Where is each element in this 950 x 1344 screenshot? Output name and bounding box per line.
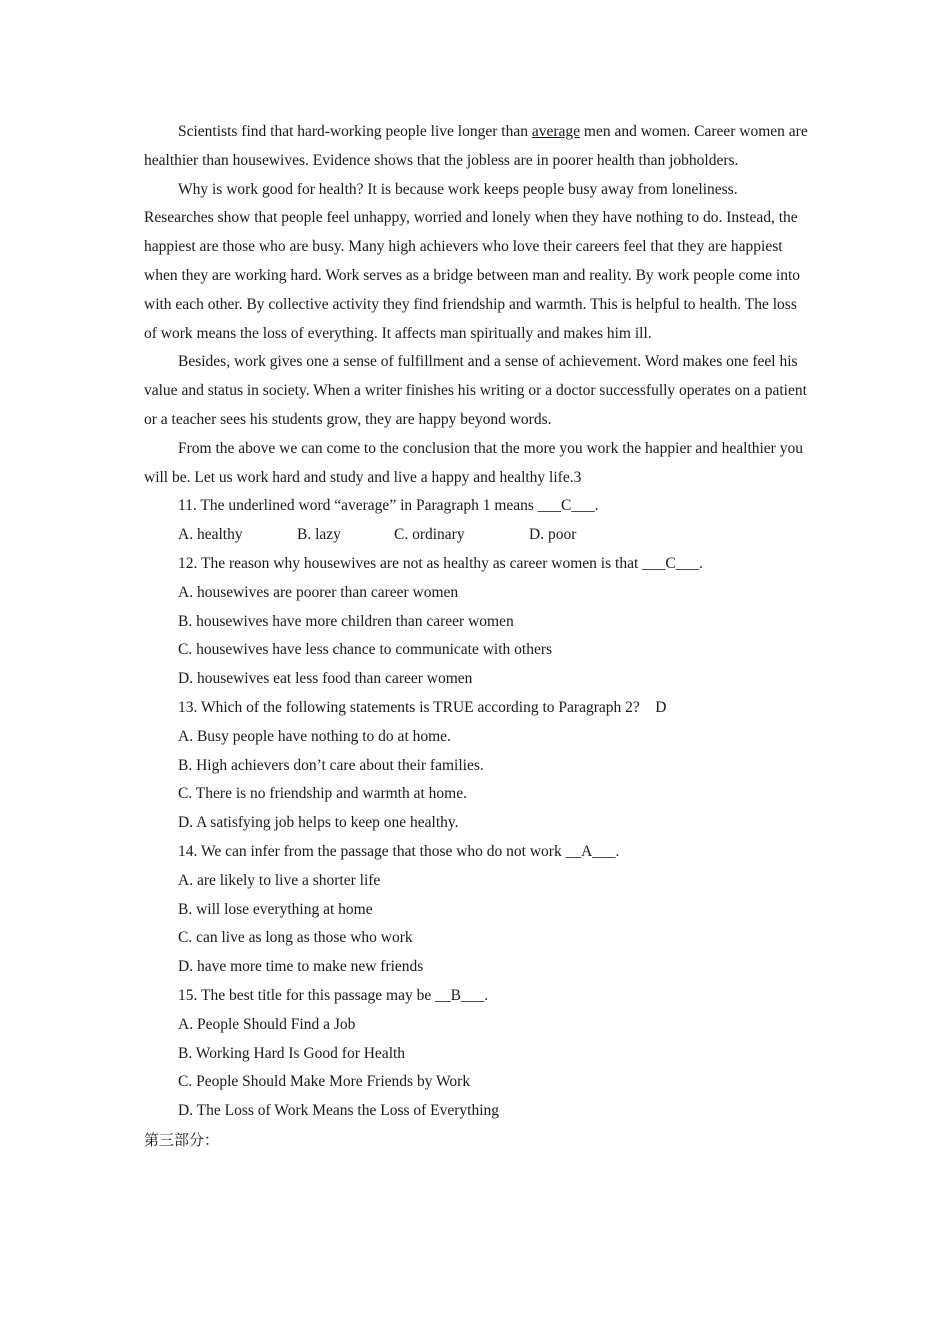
question-12-option-a: A. housewives are poorer than career women bbox=[178, 583, 459, 601]
question-13-option-c: C. There is no friendship and warmth at home. bbox=[178, 785, 467, 803]
question-11-option-a: A. healthy bbox=[178, 526, 243, 544]
question-15-stem: 15. The best title for this passage may be __B___. bbox=[178, 986, 489, 1004]
question-15-option-c: C. People Should Make More Friends by Work bbox=[178, 1073, 471, 1091]
question-13-option-d: D. A satisfying job helps to keep one healthy. bbox=[178, 814, 459, 832]
passage-paragraph-3: Besides, work gives one a sense of fulfillment and a sense of achievement. Word makes one feel his value and status in society. When a writer finishes his writing or a doctor successfully operates on a patient or a teacher sees his students grow, they are happy beyond words. bbox=[144, 353, 807, 428]
question-13-option-a: A. Busy people have nothing to do at home. bbox=[178, 727, 451, 745]
question-14-option-d: D. have more time to make new friends bbox=[178, 958, 424, 976]
question-14-option-b: B. will lose everything at home bbox=[178, 900, 373, 918]
passage-paragraph-1 bbox=[144, 118, 810, 176]
passage-paragraph-2: Why is work good for health? It is because work keeps people busy away from loneliness. Researches show that people feel unhappy, worried and lonely when they have nothing to do. Instead, the happiest are those who are busy. Many high achievers who love their careers feel that they are happiest when they are working hard. Work serves as a bridge between man and reality. By work people come into with each other. By collective activity they find friendship and warmth. This is helpful to health. The loss of work means the loss of everything. It affects man spiritually and makes him ill. bbox=[144, 180, 801, 342]
question-15-option-a: A. People Should Find a Job bbox=[178, 1015, 356, 1033]
question-11-options bbox=[144, 521, 810, 550]
passage-paragraph-4: From the above we can come to the conclusion that the more you work the happier and healthier you will be. Let us work hard and study and live a happy and healthy life.3 bbox=[144, 439, 803, 486]
question-12-stem: 12. The reason why housewives are not as healthy as career women is that ___C___. bbox=[178, 554, 703, 572]
question-12-option-b: B. housewives have more children than career women bbox=[178, 612, 514, 630]
question-14-option-a: A. are likely to live a shorter life bbox=[178, 871, 381, 889]
question-15-option-b: B. Working Hard Is Good for Health bbox=[178, 1044, 406, 1062]
question-12-option-d: D. housewives eat less food than career women bbox=[178, 670, 473, 688]
question-15-option-d: D. The Loss of Work Means the Loss of Everything bbox=[178, 1102, 500, 1120]
underlined-word-average: average bbox=[531, 123, 581, 140]
question-11-stem: 11. The underlined word “average” in Paragraph 1 means ___C___. bbox=[178, 497, 599, 515]
question-13-option-b: B. High achievers don’t care about their families. bbox=[178, 756, 484, 774]
question-14-option-c: C. can live as long as those who work bbox=[178, 929, 413, 947]
question-11-option-d: D. poor bbox=[529, 526, 577, 544]
question-14-stem: 14. We can infer from the passage that those who do not work __A___. bbox=[178, 842, 620, 860]
question-13-stem: 13. Which of the following statements is TRUE according to Paragraph 2? D bbox=[178, 698, 667, 716]
question-11-option-c: C. ordinary bbox=[394, 526, 465, 544]
paragraph-1-text-start: Scientists find that hard-working people live longer than bbox=[178, 123, 532, 140]
document-page bbox=[144, 118, 810, 1155]
question-12-option-c: C. housewives have less chance to communicate with others bbox=[178, 641, 553, 659]
paragraph-1-text-end: men and women. Career women are healthier than housewives. Evidence shows that the jobless are in poorer health than jobholders. bbox=[144, 123, 808, 169]
section-heading: 第三部分： bbox=[144, 1130, 220, 1149]
question-11-option-b: B. lazy bbox=[297, 526, 341, 544]
